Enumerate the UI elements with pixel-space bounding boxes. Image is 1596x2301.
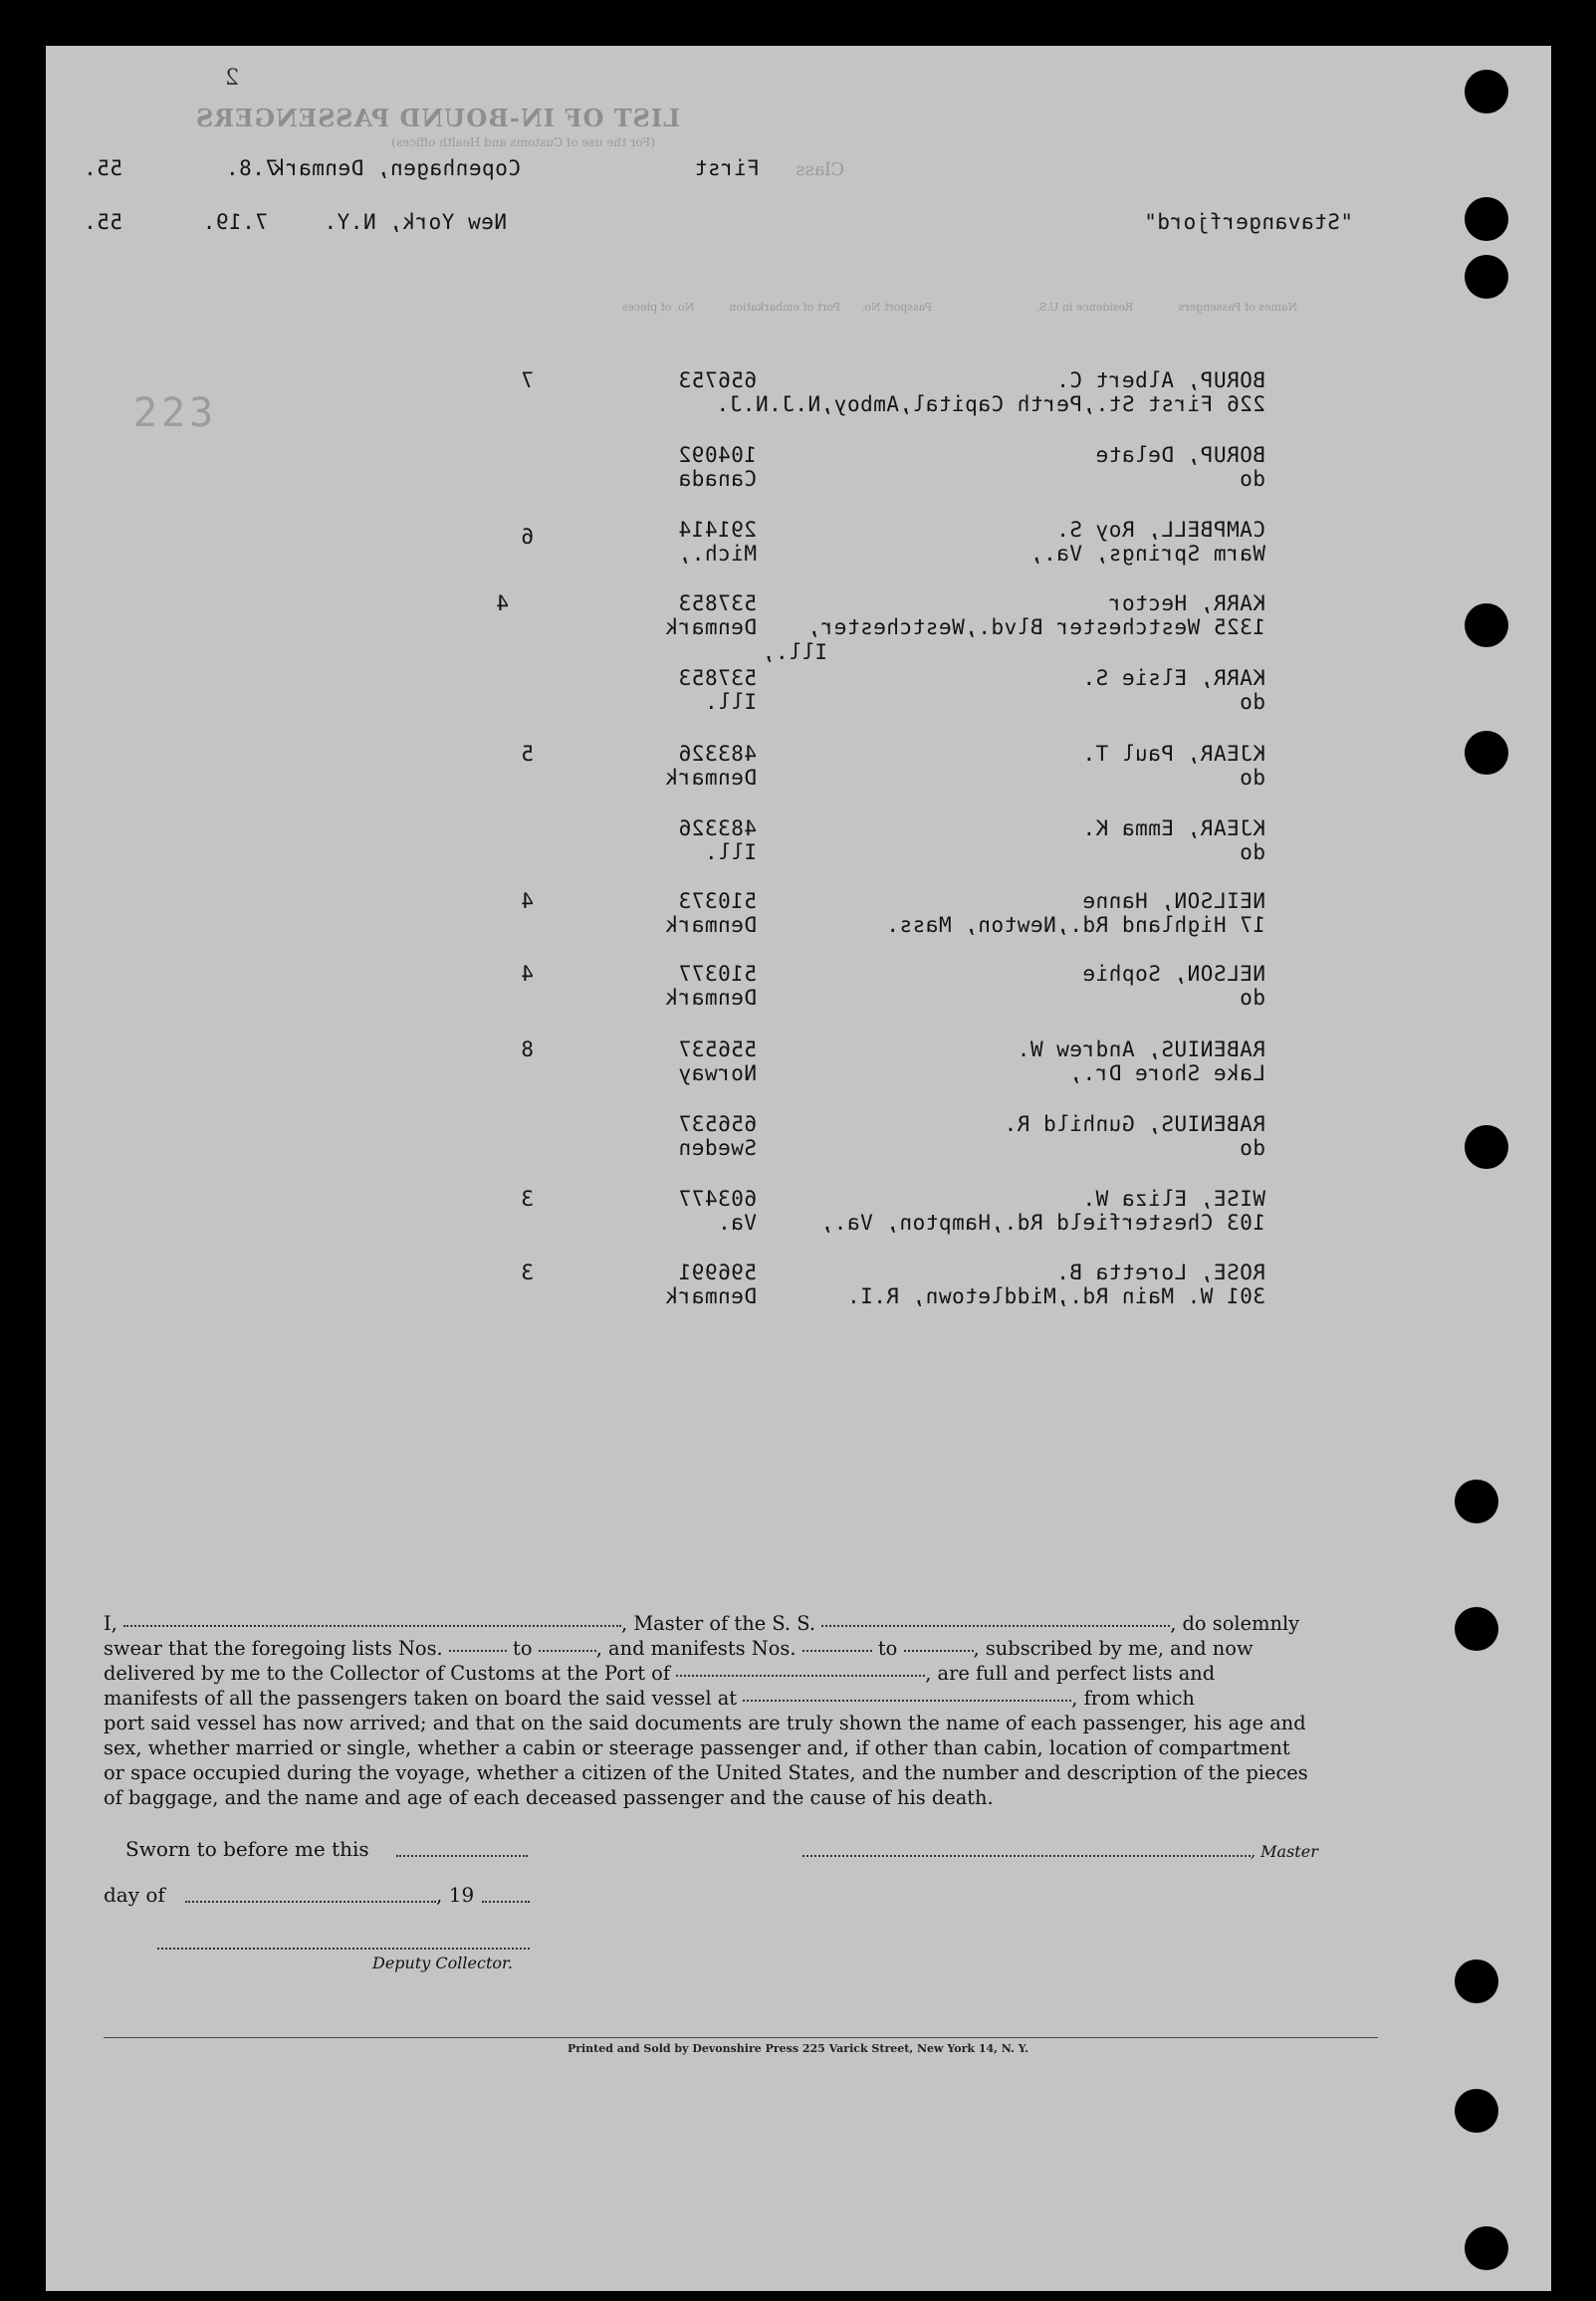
passport-number: 510373: [678, 889, 757, 913]
origin: Denmark: [664, 913, 757, 937]
oath-text: , subscribed by me, and now: [973, 1637, 1254, 1660]
oath-line-5: port said vessel has now arrived; and that on the said documents are truly shown the name of each passenger, his age and: [104, 1712, 1306, 1734]
passport-number: 104092: [678, 443, 757, 467]
departure-year: 55.: [83, 156, 122, 180]
passenger-name: BORUP, Albert C.: [1055, 368, 1265, 392]
master-label: , Master: [1251, 1842, 1318, 1861]
passenger-address: Lake Shore Dr.,: [1068, 1061, 1265, 1085]
master-signature-blank[interactable]: [802, 1854, 1251, 1857]
passenger-address: 1325 Westchester Blvd.,Westchester,: [806, 615, 1265, 639]
passenger-address: Warm Springs, Va.,: [1029, 542, 1265, 566]
passenger-address: do: [1239, 467, 1265, 491]
oath-text: , and manifests Nos.: [595, 1637, 797, 1660]
passport-number: 656537: [678, 1112, 757, 1136]
list-title: LIST OF IN-BOUND PASSENGERS: [194, 104, 680, 132]
oath-line-4: [104, 1686, 1374, 1711]
departure-date: 7.8.: [225, 156, 278, 180]
sworn-label: Sworn to before me this: [125, 1837, 369, 1861]
list-from-blank[interactable]: [449, 1649, 507, 1652]
year-prefix: , 19: [436, 1883, 475, 1907]
day-of-blank[interactable]: [185, 1900, 436, 1903]
oath-text: , from which: [1071, 1687, 1195, 1710]
passport-number: 596991: [678, 1261, 757, 1284]
baggage-count: 8: [520, 1037, 534, 1061]
passport-number: 510377: [678, 962, 757, 986]
oath-text: , Master of the S. S.: [621, 1612, 816, 1635]
oath-line-1: [104, 1611, 1374, 1636]
passenger-name: RABENIUS, Gunhild R.: [1004, 1112, 1265, 1136]
day-of-label: day of: [104, 1883, 165, 1907]
baggage-count: 6: [520, 525, 534, 549]
passenger-address: do: [1239, 690, 1265, 714]
departure-port: Copenhagen, Denmark: [272, 156, 521, 180]
sworn-date-blank[interactable]: [396, 1854, 528, 1857]
port-blank[interactable]: [676, 1674, 925, 1677]
passport-number: 603477: [678, 1187, 757, 1211]
passenger-address-2: Ill.,: [762, 640, 827, 664]
passenger-name: NEILSON, Hanne: [1081, 889, 1265, 913]
baggage-count: 3: [520, 1261, 534, 1284]
passenger-address: 301 W. Main Rd.,Middletown, R.I.: [846, 1284, 1265, 1308]
name-blank[interactable]: [123, 1624, 621, 1627]
class-value: First: [694, 156, 760, 180]
oath-line-6: sex, whether married or single, whether a cabin or steerage passenger and, if other than cabin, location of compartment: [104, 1736, 1290, 1759]
passport-number: 656753: [678, 368, 757, 392]
oath-text: manifests of all the passengers taken on board the said vessel at: [104, 1687, 738, 1710]
origin: Denmark: [664, 986, 757, 1010]
footer-rule: [104, 2037, 1378, 2038]
passenger-name: CAMPBELL, Roy S.: [1055, 518, 1265, 542]
baggage-count: 4: [520, 962, 534, 986]
passenger-address: 103 Chesterfield Rd.,Hampton, Va.,: [820, 1211, 1265, 1235]
oath-text: to: [513, 1637, 533, 1660]
origin: Norway: [678, 1061, 757, 1085]
passport-number: 483326: [678, 742, 757, 766]
stamp-number: 223: [133, 390, 218, 436]
arrival-port: New York, N.Y.: [323, 210, 507, 234]
printer-imprint: Printed and Sold by Devonshire Press 225 Varick Street, New York 14, N. Y.: [567, 2042, 1029, 2055]
year-blank[interactable]: [482, 1900, 530, 1903]
origin: Denmark: [664, 766, 757, 790]
passport-number: 537853: [678, 591, 757, 615]
page-number: 2: [225, 66, 239, 91]
oath-text: swear that the foregoing lists Nos.: [104, 1637, 443, 1660]
oath-text: , are full and perfect lists and: [925, 1662, 1216, 1685]
passenger-address: do: [1239, 766, 1265, 790]
oath-text: I,: [104, 1612, 117, 1635]
passenger-address: 226 First St.,Perth Capital,Amboy,N.J.N.J.: [715, 392, 1265, 416]
passenger-address: do: [1239, 840, 1265, 864]
passenger-name: WISE, Eliza W.: [1081, 1187, 1265, 1211]
manifest-from-blank[interactable]: [802, 1649, 872, 1652]
origin: Ill.: [704, 840, 757, 864]
list-subtitle: (For the use of Customs and Health offices): [391, 135, 655, 149]
baggage-count: 5: [520, 742, 534, 766]
ship-name: "Stavangerfjord": [1143, 210, 1353, 234]
baggage-count: 7: [520, 368, 534, 392]
passport-number: 537853: [678, 666, 757, 690]
origin: Va.: [717, 1211, 757, 1235]
origin: Ill.: [704, 690, 757, 714]
origin: Canada: [678, 467, 757, 491]
oath-line-8: of baggage, and the name and age of each deceased passenger and the cause of his death.: [104, 1786, 994, 1809]
passenger-name: ROSE, Loretta B.: [1055, 1261, 1265, 1284]
passport-number: 556537: [678, 1037, 757, 1061]
origin: Sweden: [678, 1136, 757, 1160]
arrival-date: 7.19.: [202, 210, 268, 234]
passenger-name: KARR, Elsie S.: [1081, 666, 1265, 690]
baggage-count: 4: [520, 889, 534, 913]
passenger-name: NELSON, Sophie: [1081, 962, 1265, 986]
deputy-label: Deputy Collector.: [372, 1954, 513, 1972]
baggage-count: 4: [495, 591, 509, 615]
column-headers: Names of Passengers Residence in U.S. Passport No. Port of embarkation No. of pieces: [621, 301, 1297, 314]
passenger-name: KJEAR, Emma K.: [1081, 816, 1265, 840]
class-label: Class: [796, 159, 844, 180]
passenger-address: 17 Highland Rd.,Newton, Mass.: [885, 913, 1265, 937]
list-to-blank[interactable]: [539, 1649, 596, 1652]
oath-line-7: or space occupied during the voyage, whether a citizen of the United States, and the number and description of the pieces: [104, 1761, 1308, 1784]
deputy-signature-blank[interactable]: [157, 1947, 530, 1950]
manifest-to-blank[interactable]: [904, 1649, 974, 1652]
passport-number: 483326: [678, 816, 757, 840]
oath-block: [104, 1611, 1374, 1810]
passenger-address: do: [1239, 1136, 1265, 1160]
arrival-year: 55.: [83, 210, 122, 234]
oath-line-3: [104, 1661, 1374, 1686]
baggage-count: 3: [520, 1187, 534, 1211]
passenger-address: do: [1239, 986, 1265, 1010]
departure-port-blank[interactable]: [743, 1699, 1071, 1702]
passenger-name: KARR, Hector: [1108, 591, 1265, 615]
oath-line-2: [104, 1636, 1374, 1661]
origin: Mich.,: [678, 542, 757, 566]
origin: Denmark: [664, 615, 757, 639]
passenger-name: RABENIUS, Andrew W.: [1017, 1037, 1265, 1061]
passport-number: 291414: [678, 518, 757, 542]
ship-blank[interactable]: [821, 1624, 1170, 1627]
origin: Denmark: [664, 1284, 757, 1308]
passenger-name: KJEAR, Paul T.: [1081, 742, 1265, 766]
oath-text: , do solemnly: [1170, 1612, 1300, 1635]
oath-text: delivered by me to the Collector of Customs at the Port of: [104, 1662, 671, 1685]
passenger-name: BORUP, Delate: [1095, 443, 1265, 467]
oath-text: to: [877, 1637, 898, 1660]
